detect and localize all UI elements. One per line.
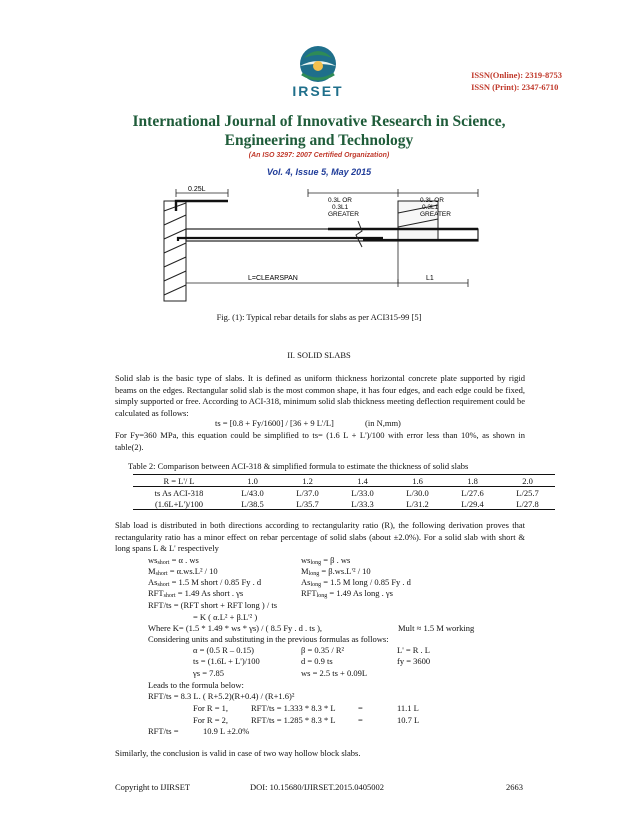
r1-b: RFT/ts = 1.333 * 8.3 * L xyxy=(251,703,336,713)
ws-eq: ws = 2.5 ts + 0.09L xyxy=(301,668,368,678)
table-caption: Table 2: Comparison between ACI-318 & simplified formula to estimate the thickness of solid slabs xyxy=(128,461,469,471)
rft-ts-2: = K ( α.L² + β.L'² ) xyxy=(193,612,258,622)
r1-c: = xyxy=(358,703,363,713)
final-a: RFT/ts = xyxy=(148,726,179,736)
journal-title-line2: Engineering and Technology xyxy=(224,132,414,149)
table-cell: L/43.0 xyxy=(241,487,264,498)
issn-online: ISSN(Online): 2319-8753 xyxy=(471,70,562,80)
as-short: $As_{short} = 1.5$ M short / 0.85 Fy . d xyxy=(148,577,262,588)
logo-text: IRSET xyxy=(292,83,344,99)
table-cell: 1.6 xyxy=(390,475,445,487)
ws-long: $ws_{long} = \beta$ . ws xyxy=(301,555,351,566)
paragraph-1: Solid slab is the basic type of slabs. It is defined as uniform thickness horizontal concrete plate supported by rigid beams on the edges. Rectangular solid slab is the most common shape, it has four edges, and each edge could be fixed, simply supported or free. According to ACI-318, minimum solid slab thickness meeting deflection requirement could be calculated as follows: xyxy=(115,373,525,418)
label-greater2-a: 0.3L OR xyxy=(420,197,444,204)
table-header-row xyxy=(133,475,555,487)
journal-logo xyxy=(270,40,366,104)
m-ult: Mult ≈ 1.5 M working xyxy=(398,623,475,633)
paragraph-2: For Fy=360 MPa, this equation could be simplified to ts= (1.6 L + L')/100 with error less than 10%, as shown in table(2). xyxy=(115,430,525,452)
label-clearspan: L=CLEARSPAN xyxy=(248,275,298,282)
figure-caption: Fig. (1): Typical rebar details for slabs as per ACI315-99 [5] xyxy=(216,312,422,322)
where-k: Where K= (1.5 * 1.49 * ws * γs) / ( 8.5 Fy . d . ts ), xyxy=(148,623,323,633)
ts-eq: ts = (1.6L + L')/100 xyxy=(193,656,260,666)
journal-title-line1: International Journal of Innovative Research in Science, xyxy=(132,113,506,130)
leads: Leads to the formula below: xyxy=(148,680,244,690)
label-greater2-b: 0.3L1 xyxy=(422,204,439,211)
r1-d: 11.1 L xyxy=(397,703,419,713)
table-cell: 1.8 xyxy=(445,475,500,487)
table-cell: 2.0 xyxy=(500,475,555,487)
issn-block xyxy=(471,69,562,93)
issn-print: ISSN (Print): 2347-6710 xyxy=(471,82,559,92)
volume-issue: Vol. 4, Issue 5, May 2015 xyxy=(266,167,372,177)
label-greater2-c: GREATER xyxy=(420,211,451,218)
table-cell: L/31.2 xyxy=(390,498,445,510)
footer-copyright: Copyright to IJIRSET xyxy=(115,782,191,792)
alpha-eq: α = (0.5 R – 0.15) xyxy=(193,645,254,655)
table-cell: L/27.6 xyxy=(461,487,484,498)
as-long: $As_{long} = 1.5$ M long / 0.85 Fy . d xyxy=(301,577,411,588)
footer-page-number: 2663 xyxy=(506,782,523,792)
journal-title xyxy=(0,112,638,150)
table-cell: L/30.0 xyxy=(406,487,429,498)
left-support xyxy=(164,201,186,301)
table-row xyxy=(133,487,555,499)
certification: (An ISO 3297: 2007 Certified Organization) xyxy=(248,152,390,159)
m-long: $M_{long} = \beta.ws.L'^2 / 10$ xyxy=(301,566,371,577)
eq-thickness: ts = [0.8 + Fy/1600] / [36 + 9 L'/L] xyxy=(215,418,334,428)
fy-eq: fy = 3600 xyxy=(397,656,431,666)
table-cell: L/35.7 xyxy=(280,498,335,510)
rebar-figure xyxy=(158,185,483,305)
label-greater1-b: 0.3L1 xyxy=(332,204,349,211)
final-b: 10.9 L ±2.0% xyxy=(203,726,250,736)
table-cell: 1.2 xyxy=(280,475,335,487)
r2-d: 10.7 L xyxy=(397,715,420,725)
eq-units: (in N,mm) xyxy=(365,418,401,428)
label-greater1-a: 0.3L OR xyxy=(328,197,352,204)
table-cell: L/27.8 xyxy=(500,498,555,510)
r2-a: For R = 2, xyxy=(193,715,229,725)
footer-doi: DOI: 10.15680/IJIRSET.2015.0405002 xyxy=(250,782,384,792)
table-cell: 1.0 xyxy=(225,475,280,487)
label-025l: 0.25L xyxy=(188,186,206,193)
label-greater1-c: GREATER xyxy=(328,211,359,218)
table-cell: 1.4 xyxy=(335,475,390,487)
r2-b: RFT/ts = 1.285 * 8.3 * L xyxy=(251,715,336,725)
rft-ts-1: RFT/ts = (RFT short + RFT long ) / ts xyxy=(148,600,278,610)
r1-a: For R = 1, xyxy=(193,703,229,713)
table-row xyxy=(133,498,555,510)
r2-c: = xyxy=(358,715,363,725)
rft-long: $RFT_{long} = 1.49$ As long . γs xyxy=(301,588,393,599)
considering: Considering units and substituting in the previous formulas as follows: xyxy=(148,634,389,644)
section-heading: II. SOLID SLABS xyxy=(287,350,351,360)
table-cell: L/33.0 xyxy=(351,487,374,498)
comparison-table xyxy=(133,474,555,510)
table-cell: ts As ACI-318 xyxy=(154,487,204,498)
rft-short: $RFT_{short} = 1.49$ As short . γs xyxy=(148,588,244,599)
d-eq: d = 0.9 ts xyxy=(301,656,333,666)
table-cell: R = L'/ L xyxy=(133,475,225,487)
lprime-eq: L' = R . L xyxy=(397,645,431,655)
table-cell: L/33.3 xyxy=(335,498,390,510)
conclusion: Similarly, the conclusion is valid in case of two way hollow block slabs. xyxy=(115,748,361,758)
table-cell: (1.6L+L')/100 xyxy=(133,498,225,510)
m-short: $M_{short} = \alpha.ws.L^2 / 10$ xyxy=(148,566,218,577)
label-l1: L1 xyxy=(426,275,434,282)
table-cell: L/37.0 xyxy=(296,487,319,498)
ws-short: $ws_{short} = \alpha$ . ws xyxy=(148,555,199,566)
table-cell: L/25.7 xyxy=(516,487,539,498)
rft-formula: RFT/ts = 8.3 L. ( R+5.2)(R+0.4) / (R+1.6)² xyxy=(148,691,295,701)
paragraph-3: Slab load is distributed in both directions according to rectangularity ratio (R), the following derivation proves that rectangularity ratio has a minor effect on rebar percentage of solid slabs (about ±2.0%). For a solid slab with short & long spans L & L' respectively xyxy=(115,520,525,553)
table-cell: L/38.5 xyxy=(225,498,280,510)
table-cell: L/29.4 xyxy=(445,498,500,510)
beta-eq: β = 0.35 / R² xyxy=(301,645,345,655)
gamma-eq: γs = 7.85 xyxy=(193,668,224,678)
